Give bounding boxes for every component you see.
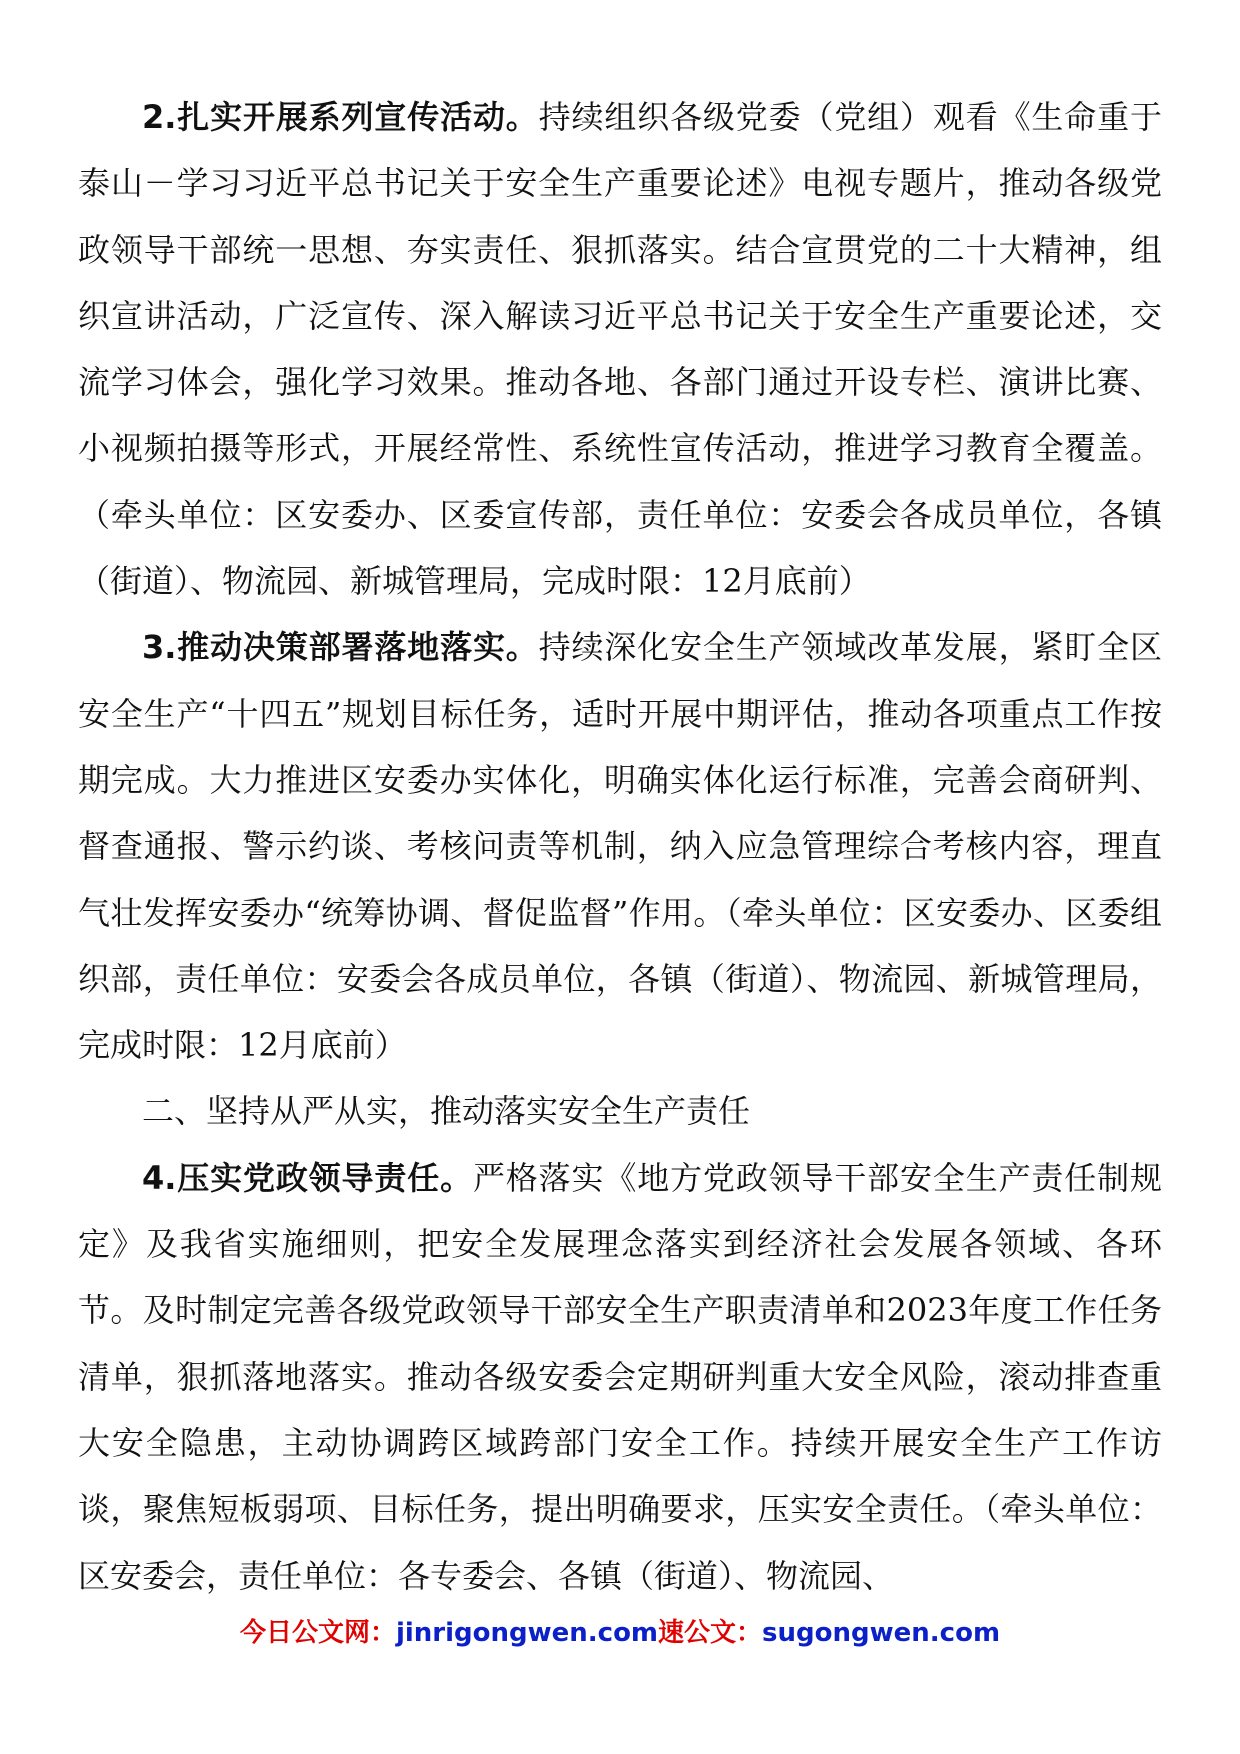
footer-label-1: 今日公文网： (239, 1618, 396, 1648)
paragraph-2-body: 持续组织各级党委（党组）观看《生命重于泰山－学习习近平总书记关于安全生产重要论述》电视专题片，推动各级党政领导干部统一思想、夯实责任、狠抓落实。结合宣贯党的二十大精神，组织宣讲活动，广泛宣传、深入解读习近平总书记关于安全生产重要论述，交流学习体会，强化学习效果。推动各地、各部门通过开设专栏、演讲比赛、小视频拍摄等形式，开展经常性、系统性宣传活动，推进学习教育全覆盖。（牵头单位：区安委办、区委宣传部，责任单位：安委会各成员单位，各镇（街道）、物流园、新城管理局，完成时限：12月底前） (78, 98, 1162, 601)
paragraph-3-lead: 3.推动决策部署落地落实。 (142, 628, 539, 667)
paragraph-2 (78, 84, 1162, 614)
paragraph-4 (78, 1145, 1162, 1609)
paragraph-2-lead: 2.扎实开展系列宣传活动。 (142, 98, 539, 136)
paragraph-3 (78, 614, 1162, 1078)
footer-link-2[interactable]: sugongwen.com (762, 1618, 1001, 1648)
watermark-footer (0, 1612, 1240, 1649)
document-body (78, 84, 1162, 1609)
section-heading: 二、坚持从严从实，推动落实安全生产责任 (142, 1092, 751, 1131)
footer-link-1[interactable]: jinrigongwen.com (395, 1618, 659, 1648)
paragraph-3-body: 持续深化安全生产领域改革发展，紧盯全区安全生产“十四五”规划目标任务，适时开展中期评估，推动各项重点工作按期完成。大力推进区安委办实体化，明确实体化运行标准，完善会商研判、督查通报、警示约谈、考核问责等机制，纳入应急管理综合考核内容，理直气壮发挥安委办“统筹协调、督促监督”作用。（牵头单位：区安委办、区委组织部，责任单位：安委会各成员单位，各镇（街道）、物流园、新城管理局，完成时限：12月底前） (78, 628, 1162, 1065)
paragraph-4-body: 严格落实《地方党政领导干部安全生产责任制规定》及我省实施细则，把安全发展理念落实到经济社会发展各领域、各环节。及时制定完善各级党政领导干部安全生产职责清单和2023年度工作任务清单，狠抓落地落实。推动各级安委会定期研判重大安全风险，滚动排查重大安全隐患，主动协调跨区域跨部门安全工作。持续开展安全生产工作访谈，聚焦短板弱项、目标任务，提出明确要求，压实安全责任。（牵头单位：区安委会，责任单位：各专委会、各镇（街道）、物流园、 (78, 1158, 1162, 1595)
paragraph-4-lead: 4.压实党政领导责任。 (142, 1158, 473, 1197)
footer-label-2: 速公文： (658, 1618, 763, 1648)
